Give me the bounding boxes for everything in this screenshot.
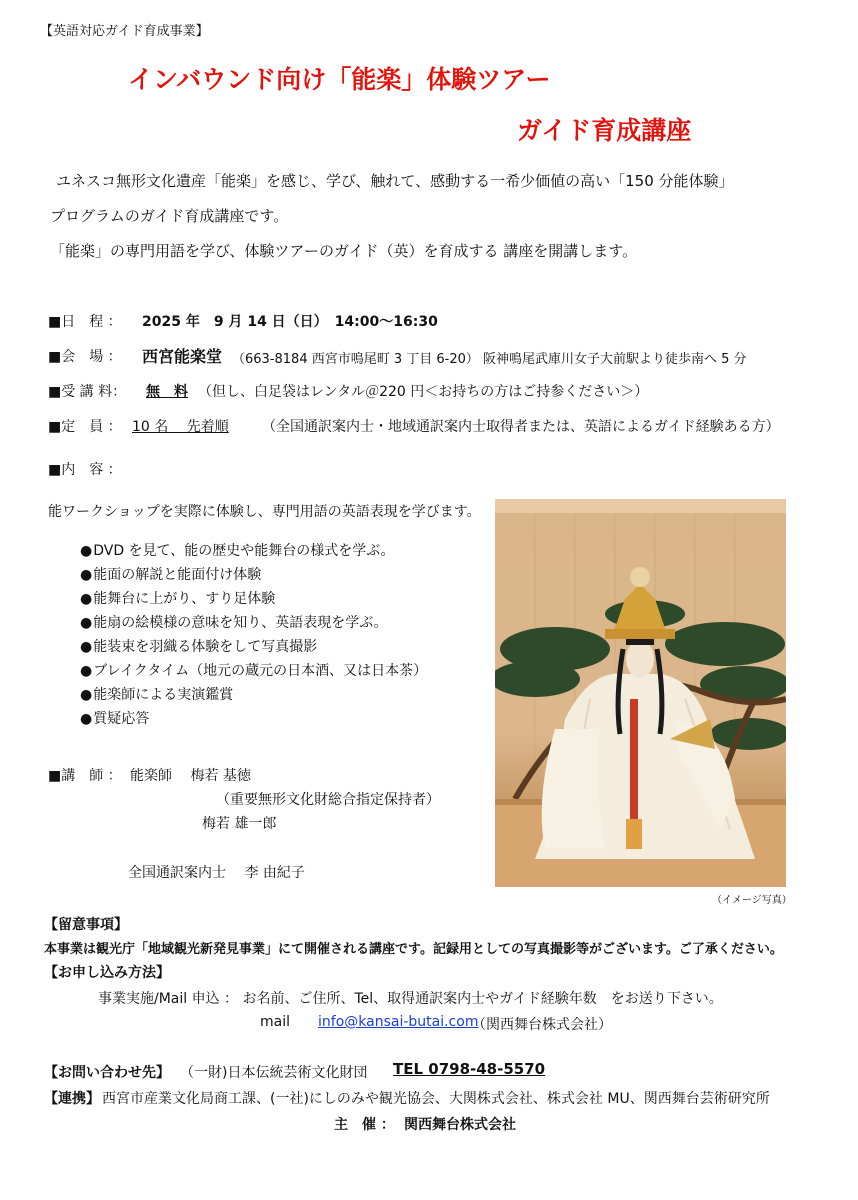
capacity-note: （全国通訳案内士・地域通訳案内士取得者または、英語によるガイド経験ある方） [262,419,780,435]
instructor-1: 能楽師 梅若 基徳 [130,768,251,784]
photo-caption: （イメージ写真） [712,895,792,906]
capacity-value: 10 名 先着順 [132,419,229,435]
inquiry-tel[interactable]: TEL 0798-48-5570 [393,1060,546,1078]
apply-heading: 【お申し込み方法】 [44,965,170,981]
venue-name: 西宮能楽堂 [142,347,223,366]
fee-value: 無 料 [146,384,188,400]
apply-instructions: 事業実施/Mail 申込 ： お名前、ご住所、Tel、取得通訳案内士やガイド経験年数 をお送り下さい。 [98,991,723,1007]
page-subtitle: ガイド育成講座 [517,116,692,145]
schedule-label: ■日 程 ： [48,314,122,330]
noh-performer-image [495,499,786,887]
list-item: ● 質疑応答 [80,708,149,728]
noh-performer-photo [495,499,786,887]
contents-lead: 能ワークショップを実際に体験し、専門用語の英語表現を学びます。 [48,504,481,520]
instructor-3: 全国通訳案内士 李 由紀子 [128,865,305,881]
mail-label: mail [260,1014,290,1030]
organizer-label: 主 催 ： [334,1117,395,1133]
header-tag: 【英語対応ガイド育成事業】 [40,24,209,39]
partners-text: 西宮市産業文化局商工課、(一社)にしのみや観光協会、大関株式会社、株式会社 MU、関西舞台芸術研究所 [102,1091,770,1107]
schedule-value: 2025 年 9 月 14 日（日） 14:00～16:30 [142,314,438,330]
list-item: ● 能面の解説と能面付け体験 [80,564,261,584]
capacity-label: ■定 員 ： [48,419,122,435]
organizer-name: 関西舞台株式会社 [404,1117,516,1133]
company-note: （関西舞台株式会社） [472,1017,612,1033]
intro-line-3: 「能楽」の専門用語を学び、体験ツアーのガイド（英）を育成する 講座を開講します。 [50,242,638,260]
instructors-label: ■講 師 ： [48,768,122,784]
fee-note: （但し、白足袋はレンタル＠220 円＜お持ちの方はご持参ください＞） [198,384,649,400]
contents-label: ■内 容 ： [48,462,122,478]
notes-text: 本事業は観光庁「地域観光新発見事業」にて開催される講座です。記録用としての写真撮影等がございます。ご了承ください。 [44,942,783,957]
intro-line-1: ユネスコ無形文化遺産「能楽」を感じ、学び、触れて、感動する一希少価値の高い「150 分能体験」 [56,172,734,190]
partners-heading: 【連携】 [44,1091,100,1107]
instructor-1-title: （重要無形文化財総合指定保持者） [216,792,440,808]
intro-line-2: プログラムのガイド育成講座です。 [50,207,289,225]
instructor-2: 梅若 雄一郎 [202,816,277,832]
email-link[interactable]: info@kansai-butai.com [318,1014,479,1030]
list-item: ● 能扇の絵模様の意味を知り、英語表現を学ぶ。 [80,612,388,632]
inquiry-heading: 【お問い合わせ先】 [44,1065,170,1081]
list-item: ● ブレイクタイム（地元の蔵元の日本酒、又は日本茶） [80,660,427,680]
notes-heading: 【留意事項】 [44,917,128,933]
fee-label: ■受 講 料： [48,384,127,400]
list-item: ● 能舞台に上がり、すり足体験 [80,588,275,608]
list-item: ● 能装束を羽織る体験をして写真撮影 [80,636,317,656]
page-title: インバウンド向け「能楽」体験ツアー [128,65,551,94]
list-item: ● 能楽師による実演鑑賞 [80,684,233,704]
list-item: ● DVD を見て、能の歴史や能舞台の様式を学ぶ。 [80,540,395,560]
venue-detail: （663-8184 西宮市鳴尾町 3 丁目 6-20） 阪神鳴尾武庫川女子大前駅より徒歩南へ 5 分 [232,352,747,367]
inquiry-org: （一財)日本伝統芸術文化財団 [180,1065,368,1081]
venue-label: ■会 場 ： [48,349,122,365]
